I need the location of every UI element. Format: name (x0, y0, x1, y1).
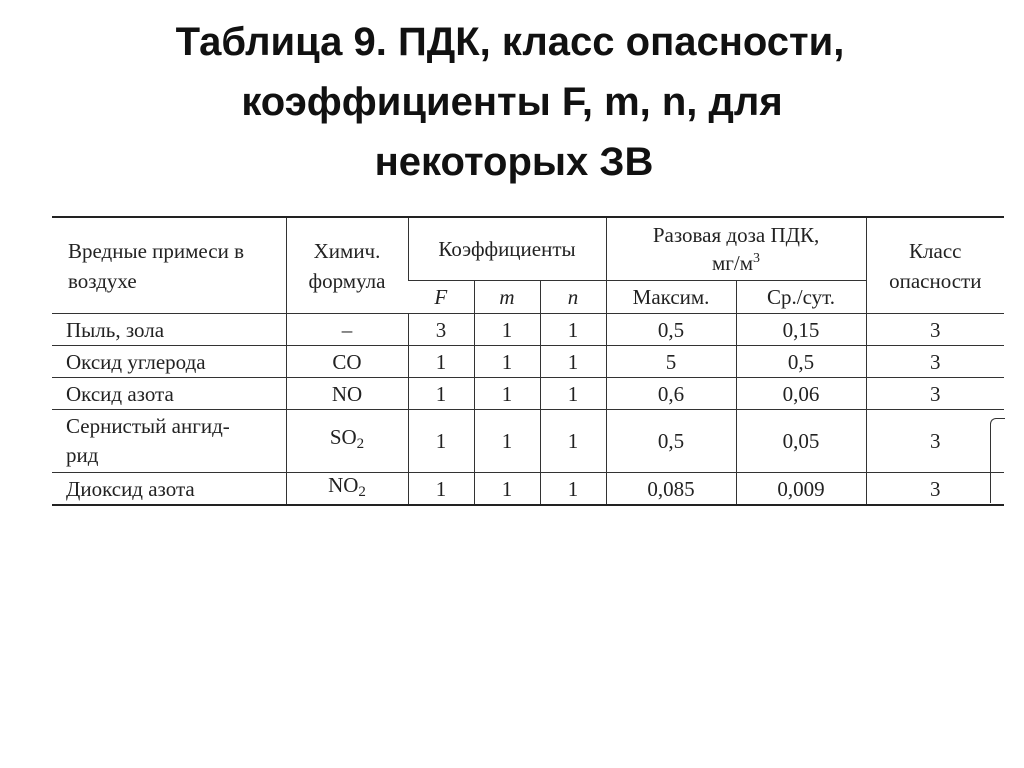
formula-subscript: 2 (358, 484, 366, 500)
header-dose (606, 217, 866, 281)
coef-f-value: 1 (408, 378, 474, 410)
table-row (52, 346, 1004, 378)
substance-name-line-1: Сернистый ангид- (66, 414, 230, 438)
dose-max-value: 0,5 (606, 314, 736, 346)
header-dose-max: Максим. (606, 281, 736, 314)
coef-f-value: 1 (408, 346, 474, 378)
coef-n-value: 1 (540, 473, 606, 506)
coef-n-value: 1 (540, 378, 606, 410)
coef-m-value: 1 (474, 346, 540, 378)
table-row (52, 378, 1004, 410)
coef-m-value: 1 (474, 378, 540, 410)
hazard-class-value: 3 (866, 346, 1004, 378)
coef-m-value: 1 (474, 473, 540, 506)
dose-daily-value: 0,05 (736, 410, 866, 473)
substance-name (52, 410, 286, 473)
coef-n-value: 1 (540, 410, 606, 473)
header-substances: Вредные примеси в воздухе (52, 217, 286, 314)
chemical-formula: – (286, 314, 408, 346)
chemical-formula: CO (286, 346, 408, 378)
dose-max-value: 5 (606, 346, 736, 378)
substance-name: Пыль, зола (52, 314, 286, 346)
coef-f-value: 3 (408, 314, 474, 346)
hazard-class-value: 3 (866, 410, 1004, 473)
substance-name-line-2: рид (66, 443, 99, 467)
header-hazard-class: Класс опасности (866, 217, 1004, 314)
coef-n-value: 1 (540, 314, 606, 346)
dose-daily-value: 0,009 (736, 473, 866, 506)
title-line-3: некоторых ЗВ (374, 140, 654, 184)
title-line-1: Таблица 9. ПДК, класс опасности, (175, 20, 845, 64)
header-dose-daily: Ср./сут. (736, 281, 866, 314)
hazard-class-value: 3 (866, 473, 1004, 506)
pdk-table (52, 216, 1004, 506)
pdk-table-container (52, 216, 1004, 506)
formula-base: NO (328, 473, 359, 497)
table-row (52, 314, 1004, 346)
dose-daily-value: 0,06 (736, 378, 866, 410)
dose-max-value: 0,5 (606, 410, 736, 473)
header-formula: Химич. формула (286, 217, 408, 314)
hazard-class-value: 3 (866, 378, 1004, 410)
coef-f-value: 1 (408, 473, 474, 506)
table-header-row (52, 217, 1004, 281)
header-dose-main: Разовая доза ПДК, (652, 222, 820, 247)
coef-f-value: 1 (408, 410, 474, 473)
slide-title (0, 12, 1024, 192)
chemical-formula: NO (286, 378, 408, 410)
coef-m-value: 1 (474, 314, 540, 346)
dose-daily-value: 0,15 (736, 314, 866, 346)
chemical-formula (286, 410, 408, 473)
header-coef-m: m (474, 281, 540, 314)
dose-daily-value: 0,5 (736, 346, 866, 378)
dose-max-value: 0,085 (606, 473, 736, 506)
coef-m-value: 1 (474, 410, 540, 473)
substance-name: Диоксид азота (52, 473, 286, 506)
header-coef-n: n (540, 281, 606, 314)
formula-subscript: 2 (356, 436, 365, 452)
coef-n-value: 1 (540, 346, 606, 378)
chemical-formula (286, 473, 408, 506)
table-edge-bracket (990, 418, 1005, 503)
header-coefficients: Коэффициенты (408, 217, 606, 281)
dose-max-value: 0,6 (606, 378, 736, 410)
header-coef-f: F (408, 281, 474, 314)
substance-name: Оксид углерода (52, 346, 286, 378)
substance-name: Оксид азота (52, 378, 286, 410)
hazard-class-value: 3 (866, 314, 1004, 346)
header-dose-unit: мг/м (712, 250, 754, 275)
formula-base: SO (329, 425, 357, 449)
table-row (52, 473, 1004, 506)
table-row (52, 410, 1004, 473)
header-dose-unit-power: 3 (753, 250, 761, 266)
title-line-2: коэффициенты F, m, n, для (241, 80, 783, 124)
